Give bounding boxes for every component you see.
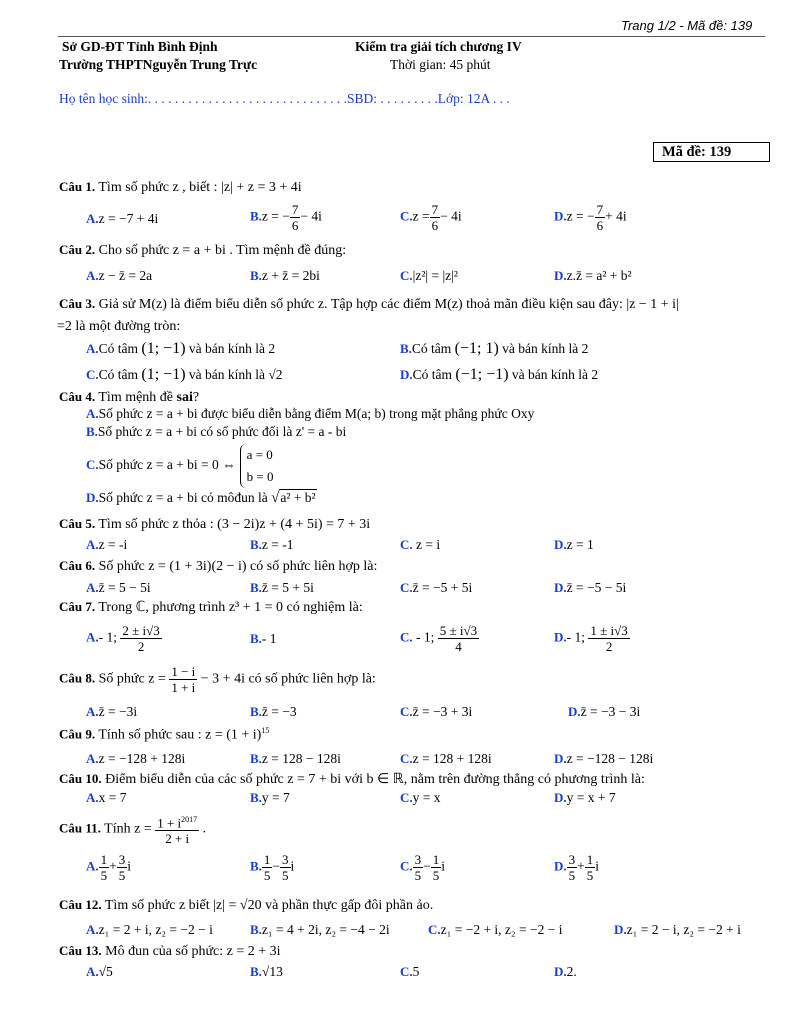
question-text: Trong ℂ, phương trình xyxy=(98,600,226,615)
option-key: C. xyxy=(400,704,413,719)
option-text: z̄ = 5 + 5i xyxy=(261,580,314,595)
question-expr: z = a + bi xyxy=(172,243,226,258)
question-text: Tính số phức sau : xyxy=(98,727,202,743)
option-c[interactable] xyxy=(428,922,562,938)
option-text: z = −128 − 128i xyxy=(566,751,654,766)
option-point: (−1; −1) xyxy=(455,366,509,383)
option-key: B. xyxy=(250,751,262,766)
option-text: √13 xyxy=(261,964,283,979)
option-key: C. xyxy=(400,629,413,645)
option-text: x = 7 xyxy=(98,790,127,805)
option-text: i xyxy=(127,858,132,874)
option-key: D. xyxy=(554,790,567,805)
option-b[interactable] xyxy=(86,424,346,440)
option-text: z₁ = −2 + i, z₂ = −2 − i xyxy=(440,922,563,937)
question-expr: z = 7 + bi xyxy=(287,772,342,787)
question-text: Tìm số phức z thỏa : xyxy=(98,517,214,532)
question-text: Mô đun của số phức: xyxy=(105,944,224,959)
fraction: $\frac{5 \pm i√3}{4}$ xyxy=(439,623,478,654)
question-11 xyxy=(59,812,206,846)
option-d[interactable] xyxy=(568,704,640,720)
question-tail: có số phức liên hợp là: xyxy=(250,559,378,574)
option-key: D. xyxy=(554,580,567,595)
option-point: (1; −1) xyxy=(141,366,186,383)
option-text: z = 1 xyxy=(566,537,594,552)
question-text: Tìm số phức z biết xyxy=(104,898,210,913)
option-text: z̄ = −5 − 5i xyxy=(566,580,627,595)
option-text: 2. xyxy=(566,964,577,979)
option-b[interactable] xyxy=(250,852,294,883)
option-key: D. xyxy=(400,367,413,382)
question-tail: có nghiệm là: xyxy=(286,600,363,615)
option-text: - 1; xyxy=(98,629,118,645)
question-tail: . xyxy=(202,821,207,837)
option-text: Số phức z = a + bi có môđun là xyxy=(98,490,268,505)
question-label: Câu 1. xyxy=(59,179,96,194)
option-key: D. xyxy=(554,964,567,979)
question-text: Tìm số phức z , biết : xyxy=(98,180,218,195)
question-tail: , nằm trên đường thẳng có phương trình là: xyxy=(403,772,645,787)
option-b[interactable] xyxy=(250,964,283,980)
option-d[interactable] xyxy=(554,852,599,883)
fraction: $\frac{3}{5}$ xyxy=(414,852,422,883)
student-info-line: Họ tên học sinh:. . . . . . . . . . . . . . . . . . . . . . . . . . . . . .SBD: . . . . . . . . .Lớp: 12A . . . xyxy=(59,91,510,106)
question-3-line2: =2 là một đường tròn: xyxy=(57,319,181,334)
option-key: D. xyxy=(86,490,99,505)
option-text: z = −7 + 4i xyxy=(98,211,159,226)
fraction: $\frac{1}{5}$ xyxy=(432,852,440,883)
option-key: A. xyxy=(86,537,99,552)
question-expr: b ∈ ℝ xyxy=(366,772,404,787)
fraction: $\frac{1}{5}$ xyxy=(586,852,594,883)
fraction: $\frac{7}{6}$ xyxy=(596,202,604,233)
question-exponent: 15 xyxy=(261,726,270,735)
option-text: + xyxy=(577,858,585,874)
question-12 xyxy=(59,897,433,914)
option-c[interactable] xyxy=(86,366,283,384)
fraction: $\frac{1 \pm i√3}{2}$ xyxy=(590,623,628,654)
question-7 xyxy=(59,599,363,616)
question-label: Câu 6. xyxy=(59,558,96,573)
option-key: A. xyxy=(86,790,99,805)
option-text: z̄ = −5 + 5i xyxy=(412,580,473,595)
option-key: A. xyxy=(86,858,99,874)
option-root: √2 xyxy=(268,367,283,382)
question-tail: có số phức liên hợp là: xyxy=(248,671,376,687)
option-key: D. xyxy=(554,537,567,552)
option-text: z = xyxy=(412,208,430,224)
option-c[interactable] xyxy=(400,623,479,654)
question-label: Câu 7. xyxy=(59,599,96,614)
option-c[interactable] xyxy=(400,790,441,806)
option-c[interactable] xyxy=(400,704,472,720)
option-d[interactable] xyxy=(554,623,630,654)
question-expr: z = xyxy=(134,821,152,837)
option-key: B. xyxy=(250,922,262,937)
option-a[interactable] xyxy=(86,580,151,596)
option-text: z − z̄ = 2a xyxy=(98,268,153,283)
option-text: z̄ = 5 − 5i xyxy=(98,580,151,595)
option-text: |z²| = |z|² xyxy=(412,268,458,283)
option-c[interactable] xyxy=(400,580,472,596)
option-text: - 1; xyxy=(416,629,435,645)
fraction: $\frac{2 \pm i√3}{2}$ xyxy=(122,623,160,654)
option-key: B. xyxy=(250,208,262,224)
option-key: A. xyxy=(86,268,99,283)
option-c[interactable] xyxy=(400,751,492,767)
option-text: Có tâm xyxy=(412,367,453,382)
question-text: Cho số phức xyxy=(98,243,170,258)
option-b[interactable] xyxy=(250,704,297,720)
question-label: Câu 12. xyxy=(59,897,102,912)
question-label: Câu 4. xyxy=(59,389,96,404)
question-expr: z³ + 1 = 0 xyxy=(228,600,284,615)
question-text: Tính xyxy=(104,821,131,837)
option-key: D. xyxy=(568,704,581,719)
question-10 xyxy=(59,771,645,788)
option-text: y = 7 xyxy=(261,790,290,805)
fraction: $\frac{7}{6}$ xyxy=(291,202,299,233)
question-label: Câu 5. xyxy=(59,516,96,531)
system-brace: a = 0 b = 0 xyxy=(240,444,274,488)
option-text: z = -1 xyxy=(261,537,294,552)
option-key: D. xyxy=(554,268,567,283)
option-text: + 4i xyxy=(605,208,627,224)
option-key: D. xyxy=(554,629,567,645)
option-text: Có tâm xyxy=(411,341,452,356)
option-b[interactable] xyxy=(250,751,341,767)
option-key: B. xyxy=(250,964,262,979)
option-text: Có tâm xyxy=(98,367,139,382)
question-expr: (3 − 2i)z + (4 + 5i) = 7 + 3i xyxy=(217,517,371,532)
option-key: C. xyxy=(400,858,413,874)
option-key: C. xyxy=(400,790,413,805)
option-text: + xyxy=(109,858,117,874)
option-d[interactable] xyxy=(554,580,626,596)
option-text: z = −128 + 128i xyxy=(98,751,186,766)
option-a[interactable] xyxy=(86,340,275,358)
option-text: Có tâm xyxy=(98,341,139,356)
option-key: A. xyxy=(86,341,99,356)
option-text: - 1; xyxy=(566,629,586,645)
exam-code-box: Mã đề: 139 xyxy=(653,142,770,162)
question-text: Tìm mệnh đề xyxy=(98,390,174,405)
option-b[interactable] xyxy=(250,631,277,647)
option-text: i xyxy=(595,858,600,874)
option-c[interactable] xyxy=(400,964,419,980)
option-key: C. xyxy=(400,580,413,595)
option-text: z + z̄ = 2bi xyxy=(261,268,320,283)
option-text: z.z̄ = a² + b² xyxy=(566,268,632,283)
option-key: B. xyxy=(400,341,412,356)
question-label: Câu 9. xyxy=(59,726,96,742)
question-label: Câu 10. xyxy=(59,771,102,786)
option-c[interactable] xyxy=(400,268,458,284)
option-text: và bán kính là 2 xyxy=(511,367,599,382)
question-label: Câu 2. xyxy=(59,242,96,257)
question-3 xyxy=(59,296,679,313)
option-radicand: a² + b² xyxy=(280,490,316,505)
question-tail: và phần thực gấp đôi phần ảo. xyxy=(265,898,434,913)
option-text: y = x xyxy=(412,790,441,805)
option-d[interactable] xyxy=(554,268,632,284)
option-text: z = -i xyxy=(98,537,128,552)
option-key: C. xyxy=(86,367,99,382)
option-a[interactable] xyxy=(86,922,213,938)
question-2 xyxy=(59,242,346,259)
page-code: Trang 1/2 - Mã đề: 139 xyxy=(621,18,753,33)
option-a[interactable] xyxy=(86,211,158,227)
option-key: C. xyxy=(86,457,99,473)
question-6 xyxy=(59,558,377,575)
option-d[interactable] xyxy=(554,964,577,980)
option-a[interactable] xyxy=(86,964,113,980)
option-key: C. xyxy=(400,208,413,224)
question-expr: |z| + z = 3 + 4i xyxy=(221,180,302,195)
question-9 xyxy=(59,726,269,744)
option-key: A. xyxy=(86,922,99,937)
option-text: z̄ = −3 + 3i xyxy=(412,704,473,719)
question-tail: . Tìm mệnh đề đúng: xyxy=(229,243,347,258)
option-key: C. xyxy=(428,922,441,937)
option-d[interactable] xyxy=(400,366,598,384)
option-key: B. xyxy=(250,790,262,805)
option-text: - 1 xyxy=(261,631,277,646)
option-text: z = − xyxy=(566,208,595,224)
option-a[interactable] xyxy=(86,704,137,720)
option-point: (1; −1) xyxy=(141,340,186,357)
fraction: $\frac{7}{6}$ xyxy=(431,202,439,233)
option-key: B. xyxy=(250,580,262,595)
option-a[interactable] xyxy=(86,268,152,284)
option-key: A. xyxy=(86,704,99,719)
option-a[interactable] xyxy=(86,537,127,553)
option-a[interactable] xyxy=(86,790,127,806)
option-c[interactable] xyxy=(400,852,445,883)
option-key: D. xyxy=(554,208,567,224)
option-text: và bán kính là 2 xyxy=(502,341,589,356)
option-c[interactable] xyxy=(86,444,274,488)
option-a[interactable] xyxy=(86,623,162,654)
question-text: với xyxy=(344,772,363,787)
option-text: − 4i xyxy=(440,208,462,224)
option-key: A. xyxy=(86,406,99,421)
option-text: − xyxy=(423,858,431,874)
option-a[interactable] xyxy=(86,852,131,883)
question-label: Câu 11. xyxy=(59,820,101,836)
option-key: A. xyxy=(86,629,99,645)
option-key: A. xyxy=(86,211,99,226)
question-label: Câu 8. xyxy=(59,670,96,686)
option-b[interactable] xyxy=(250,790,290,806)
option-text: và bán kính là xyxy=(188,367,265,382)
test-time: Thời gian: 45 phút xyxy=(390,57,491,72)
fraction: $\frac{1}{5}$ xyxy=(263,852,271,883)
option-a[interactable] xyxy=(86,751,185,767)
question-expr: |z − 1 + i| xyxy=(626,297,679,312)
option-text: i xyxy=(290,858,295,874)
question-5 xyxy=(59,516,370,533)
option-key: A. xyxy=(86,751,99,766)
option-key: B. xyxy=(250,537,262,552)
option-text: z = 128 + 128i xyxy=(412,751,492,766)
option-key: C. xyxy=(400,537,413,552)
option-d[interactable] xyxy=(554,751,653,767)
option-b[interactable] xyxy=(250,922,390,938)
option-text: z₁ = 4 + 2i, z₂ = −4 − 2i xyxy=(261,922,390,937)
option-text: √5 xyxy=(98,964,113,979)
option-key: A. xyxy=(86,580,99,595)
option-text: z̄ = −3 − 3i xyxy=(580,704,641,719)
question-expr: |z| = √20 xyxy=(213,898,262,913)
question-emphasis: sai xyxy=(176,390,193,405)
school-name: Trường THPTNguyễn Trung Trực xyxy=(59,57,258,72)
header-rule xyxy=(58,36,765,37)
fraction: $\frac{1 - i}{1 + i}$ xyxy=(171,664,196,695)
question-4 xyxy=(59,389,199,406)
question-label: Câu 13. xyxy=(59,943,102,958)
option-key: C. xyxy=(400,268,413,283)
option-b[interactable] xyxy=(250,268,320,284)
question-text: Số phức xyxy=(98,671,145,687)
option-d[interactable] xyxy=(554,202,627,233)
option-text: i xyxy=(441,858,446,874)
option-text: 5 xyxy=(412,964,420,979)
option-text: − xyxy=(272,858,281,874)
option-text: Số phức z = a + bi = 0 ⇔ xyxy=(98,457,236,473)
option-text: Số phức z = a + bi có số phức đối là z' = a - bi xyxy=(97,424,347,439)
option-text: z̄ = −3 xyxy=(261,704,297,719)
option-key: B. xyxy=(250,631,262,646)
option-text: z₁ = 2 + i, z₂ = −2 − i xyxy=(98,922,213,937)
option-key: A. xyxy=(86,964,99,979)
option-text: y = x + 7 xyxy=(566,790,616,805)
fraction: $\frac{3}{5}$ xyxy=(282,852,289,883)
option-text: z̄ = −3i xyxy=(98,704,138,719)
option-b[interactable] xyxy=(250,580,314,596)
option-point: (−1; 1) xyxy=(454,340,499,357)
question-expr: z = 2 + 3i xyxy=(226,944,281,959)
question-1 xyxy=(59,179,302,196)
option-key: C. xyxy=(400,751,413,766)
question-tail: ? xyxy=(192,390,200,405)
question-expr: − 3 + 4i xyxy=(200,671,245,687)
option-key: B. xyxy=(250,268,262,283)
option-d[interactable]: D.Số phức z = a + bi có môđun là √a² + b² xyxy=(86,490,316,506)
option-b[interactable] xyxy=(250,202,322,233)
dept-name: Sở GD-ĐT Tỉnh Bình Định xyxy=(62,39,218,54)
option-b[interactable] xyxy=(250,537,294,553)
option-d[interactable] xyxy=(554,790,616,806)
option-a[interactable] xyxy=(86,406,534,422)
fraction: $\frac{1 + i^{2017}}{2 + i}$ xyxy=(155,812,199,846)
question-label: Câu 3. xyxy=(59,296,96,311)
question-text: Giả sử M(z) là điểm biểu diễn số phức z. Tập hợp các điểm M(z) thoả mãn điều kiện sau đây: xyxy=(98,297,623,312)
fraction: $\frac{3}{5}$ xyxy=(118,852,126,883)
option-c[interactable] xyxy=(400,537,440,553)
option-text: − 4i xyxy=(300,208,322,224)
fraction: $\frac{3}{5}$ xyxy=(568,852,576,883)
question-expr: z = (1 + i) xyxy=(205,727,262,743)
question-text: Số phức xyxy=(98,559,145,574)
option-d[interactable] xyxy=(614,922,741,938)
option-d[interactable] xyxy=(554,537,594,553)
option-key: B. xyxy=(86,424,98,439)
option-key: D. xyxy=(554,858,567,874)
option-text: và bán kính là 2 xyxy=(188,341,276,356)
option-text: z = i xyxy=(416,537,441,552)
question-expr: z = xyxy=(148,671,166,687)
fraction: $\frac{1}{5}$ xyxy=(100,852,108,883)
option-text: z₁ = 2 − i, z₂ = −2 + i xyxy=(626,922,741,937)
option-key: B. xyxy=(250,858,262,874)
question-text: Điểm biểu diễn của các số phức xyxy=(105,772,284,787)
option-c[interactable] xyxy=(400,202,462,233)
option-key: C. xyxy=(400,964,413,979)
option-b[interactable] xyxy=(400,340,588,358)
option-key: B. xyxy=(250,704,262,719)
option-key: D. xyxy=(614,922,627,937)
test-title: Kiểm tra giải tích chương IV xyxy=(355,39,522,54)
option-text: z = − xyxy=(261,208,290,224)
question-8 xyxy=(59,664,376,695)
question-13 xyxy=(59,943,281,960)
option-text: z = 128 − 128i xyxy=(261,751,341,766)
option-text: Số phức z = a + bi được biểu diễn bằng điểm M(a; b) trong mặt phẳng phức Oxy xyxy=(98,406,535,421)
question-expr: z = (1 + 3i)(2 − i) xyxy=(148,559,247,574)
option-key: D. xyxy=(554,751,567,766)
